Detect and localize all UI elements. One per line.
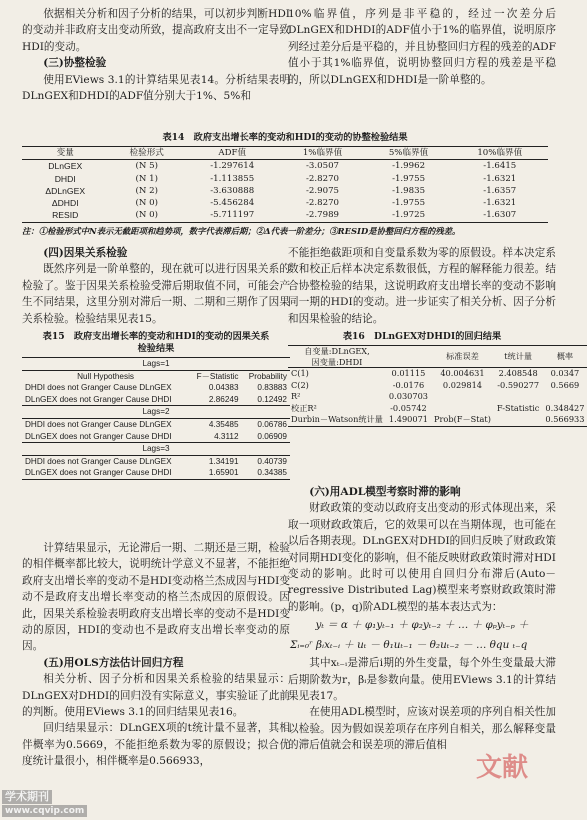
table-cell: 0.12492 bbox=[257, 394, 287, 404]
table-cell: (N 5) bbox=[135, 161, 158, 172]
lag-label: Lags=2 bbox=[22, 406, 290, 419]
granger-table bbox=[22, 357, 290, 480]
table-header-cell: Probability bbox=[248, 371, 287, 381]
table-header-cell: 变量 bbox=[22, 147, 108, 160]
table-header-cell bbox=[386, 346, 431, 368]
cointegration-table bbox=[22, 146, 548, 223]
watermark-logo: 文献 bbox=[476, 753, 529, 783]
table-cell: -1.6307 bbox=[483, 210, 517, 221]
table-cell: -3.630888 bbox=[210, 185, 255, 196]
table-cell: -1.9755 bbox=[392, 173, 426, 184]
table-cell: 40.004631 bbox=[440, 368, 485, 379]
table-cell: RESID bbox=[52, 210, 79, 221]
table-cell: -1.9835 bbox=[392, 185, 426, 196]
table-row bbox=[288, 414, 587, 426]
table-cell: 0.030703 bbox=[388, 391, 428, 402]
lag-row bbox=[22, 443, 290, 456]
table-cell: (N 0) bbox=[135, 210, 158, 221]
lag-row bbox=[22, 358, 290, 371]
table-cell: 0.029814 bbox=[442, 379, 482, 390]
table-cell: ΔDHDI bbox=[51, 198, 79, 209]
right-column-middle bbox=[288, 245, 585, 427]
table-cell: DHDI bbox=[54, 173, 76, 184]
table-caption: 表16 DLnGEX对DHDI的回归结果 bbox=[342, 331, 502, 343]
table-cell: C(2) bbox=[291, 379, 309, 390]
table-cell: -1.6357 bbox=[483, 185, 517, 196]
table-cell: DHDI does not Granger Cause DLnGEX bbox=[25, 383, 172, 393]
table-cell bbox=[431, 391, 494, 403]
table-row bbox=[22, 419, 290, 431]
table-cell: 0.83883 bbox=[257, 383, 287, 393]
table-cell: DLnGEX does not Granger Cause DHDI bbox=[25, 394, 172, 404]
table-row bbox=[22, 431, 290, 443]
table-caption: 表14 政府支出增长率的变动和HDI的变动的协整检验结果 bbox=[162, 132, 408, 143]
table-header-cell: 自变量:DLnGEX, 因变量:DHDI bbox=[288, 346, 386, 368]
paragraph: 回归结果显示：DLnGEX项的t统计量不显著，其相伴概率为0.5669，不能拒绝系数为零的原假设；拟合优度统计量很小，相伴概率是0.566933， bbox=[22, 722, 290, 768]
table-header-cell: 标准误差 bbox=[431, 346, 494, 368]
paragraph: 计算结果显示，无论滞后一期、二期还是三期，检验的相伴概率都比较大，说明统计学意义不显著，不能拒绝政府支出增长率的变动不是HDI变动格兰杰成因与HDI变动不是政府支出增长率变动的格兰杰成因的原假设。因此，因果关系检验表明政府支出增长率的变动不是HDI变动的原因，HDI的变动也不是政府支出增长率变动的原因。 bbox=[22, 542, 290, 653]
paragraph: 10%临界值，序列是非平稳的，经过一次差分后DLnGEX和DHDI的ADF值小于1%的临界值，说明原序列经过差分后是平稳的，并且协整回归方程的残差的ADF值小于其1%临界值，说明协整回归方程的残差是平稳的，所以DLnGEX和DHDI是一阶单整的。 bbox=[288, 8, 556, 86]
table-cell: 校正R² bbox=[291, 402, 317, 413]
table-cell bbox=[494, 391, 542, 403]
table-cell: 0.566933 bbox=[545, 414, 585, 425]
table-cell bbox=[542, 391, 587, 403]
table-cell: -5.456284 bbox=[210, 198, 255, 209]
table-cell: 1.65901 bbox=[208, 468, 239, 478]
table-cell: -2.9075 bbox=[306, 185, 340, 196]
table-cell: DHDI does not Granger Cause DLnGEX bbox=[25, 420, 172, 429]
table-cell: DLnGEX does not Granger Cause DHDI bbox=[25, 468, 172, 478]
paragraph: 使用EViews 3.1的计算结果见表14。分析结果表明DLnGEX和DHDI的ADF值分别大于1%、5%和 bbox=[22, 73, 290, 103]
formula-line-2: Σᵢ₌₀ʳ βᵢxₜ₋ᵢ ＋ uₜ － θ₁uₜ₋₁ － θ₂uₜ₋₂ － … θqu ₜ₋q bbox=[290, 639, 528, 652]
table-header-cell: 检验形式 bbox=[108, 147, 185, 160]
paragraph: 其中xₜ₋ᵢ是滞后i期的外生变量，每个外生变量最大滞后期阶数为r，βᵢ是参数向量。使用EViews 3.1的计算结果见表17。 bbox=[288, 657, 556, 703]
table-cell: 1.34191 bbox=[208, 456, 239, 466]
table-cell: -1.297614 bbox=[210, 161, 255, 172]
paragraph: 财政政策的变动以政府支出变动的形式体现出来，采取一项财政政策后，它的效果可以在当期体现，也可能在以后各期表现。DLnGEX对DHDI的回归反映了财政政策对同期HDI变化的影响，但不能反映财政政策时滞对HDI变动的影响。此时可以使用自回归分布滞后(Auto－regressive Distributed Lag)模型来考察财政政策时滞的影响。(p，q)阶ADL模型的基本表达式为： bbox=[288, 502, 556, 613]
table-cell: -2.8270 bbox=[306, 173, 340, 184]
table-row bbox=[288, 391, 587, 403]
table-row bbox=[288, 368, 587, 380]
table-cell: 0.34385 bbox=[257, 468, 287, 478]
table-cell: C(1) bbox=[291, 368, 309, 379]
table-header-cell: 5%临界值 bbox=[366, 147, 452, 160]
watermark-line-1: 学术期刊 bbox=[2, 790, 52, 804]
table-cell: 4.3112 bbox=[214, 431, 239, 441]
table-cell: 4.35485 bbox=[208, 420, 239, 429]
table-row bbox=[22, 197, 548, 209]
table-cell: -1.6415 bbox=[483, 161, 517, 172]
table-cell: 0.04383 bbox=[208, 383, 239, 393]
right-column-top bbox=[288, 6, 556, 88]
table-cell: 0.0347 bbox=[550, 368, 580, 379]
table-cell: Durbin－Watson统计量 bbox=[291, 414, 383, 425]
table-cell: (N 1) bbox=[135, 173, 158, 184]
table-cell: 0.5669 bbox=[550, 379, 580, 390]
table-row bbox=[22, 185, 548, 197]
lag-label: Lags=3 bbox=[22, 443, 290, 456]
table-cell: -0.0176 bbox=[392, 379, 425, 390]
table-caption: 表15 政府支出增长率的变动和HDI的变动的因果关系检验结果 bbox=[42, 331, 270, 355]
table-cell: 2.408548 bbox=[498, 368, 538, 379]
table-cell: R² bbox=[291, 391, 301, 402]
section-heading-4: (四)因果关系检验 bbox=[43, 247, 128, 259]
table-row bbox=[22, 209, 548, 222]
section-heading-3: (三)协整检验 bbox=[43, 57, 107, 70]
table-row bbox=[288, 380, 587, 392]
table-cell: -3.0507 bbox=[306, 161, 340, 172]
table-row bbox=[288, 403, 587, 415]
table-cell: F-Statistic bbox=[496, 402, 540, 413]
table-cell: Prob(F－Stat) bbox=[434, 414, 491, 425]
table-15 bbox=[22, 331, 290, 480]
table-16 bbox=[288, 331, 585, 427]
lag-row bbox=[22, 406, 290, 419]
table-cell: DLnGEX bbox=[48, 161, 83, 172]
table-note: 注：①检验形式中N表示无截距项和趋势项，数字代表滞后期；②Δ代表一阶差分；③RESID是协整回归方程的残差。 bbox=[22, 225, 461, 236]
paragraph: 依据相关分析和因子分析的结果，可以初步判断HDI的变动并非政府支出变动所致，提高政府支出不一定导致HDI的变动。 bbox=[22, 8, 290, 53]
table-cell: 1.490071 bbox=[388, 414, 428, 425]
watermark-line-2: www.cqvip.com bbox=[2, 805, 87, 817]
table-row bbox=[22, 455, 290, 467]
left-column-top bbox=[22, 6, 290, 104]
table-cell: 0.40739 bbox=[257, 456, 287, 466]
table-row bbox=[22, 467, 290, 479]
paragraph: 不能拒绝截距项和自变量系数为零的原假设。样本决定系数和校正后样本决定系数很低，方程的解释能力很差。结合协整检验的结果，这说明政府支出增长率的变动不影响同一期的HDI的变动。进一步证实了相关分析、因子分析和因果检验的结论。 bbox=[288, 247, 556, 325]
table-cell: 2.86249 bbox=[208, 394, 239, 404]
paragraph: 在使用ADL模型时，应该对误差项的序列自相关性加以检验。因为假如误差项存在序列自相关，那么解释变量的滞后值就会和误差项的滞后值相 bbox=[288, 706, 556, 752]
right-column-bottom bbox=[288, 484, 556, 754]
table-header-row bbox=[22, 370, 290, 382]
table-cell: -0.590277 bbox=[497, 379, 540, 390]
table-cell: 0.01115 bbox=[391, 368, 426, 379]
section-heading-5: (五)用OLS方法估计回归方程 bbox=[43, 656, 184, 669]
table-cell: -2.7989 bbox=[306, 210, 340, 221]
table-cell: DLnGEX does not Granger Cause DHDI bbox=[25, 431, 172, 441]
table-cell: 0.348427 bbox=[545, 402, 585, 413]
table-cell: -1.113855 bbox=[210, 173, 255, 184]
table-header-cell: Null Hypothesis bbox=[77, 371, 134, 381]
left-column-bottom bbox=[22, 540, 290, 770]
lag-label: Lags=1 bbox=[22, 358, 290, 371]
table-cell: -5.711197 bbox=[210, 210, 255, 221]
table-row bbox=[22, 160, 548, 173]
formula-line-1: yₜ ＝ α ＋ φ₁yₜ₋₁ ＋ φ₂yₜ₋₂ ＋ … ＋ φₚyₜ₋ₚ ＋ bbox=[315, 619, 529, 632]
table-header-cell: F－Statistic bbox=[196, 371, 239, 381]
table-cell: ΔDLnGEX bbox=[45, 185, 86, 196]
table-cell: -0.05742 bbox=[390, 402, 427, 413]
table-cell: -2.8270 bbox=[306, 198, 340, 209]
table-row bbox=[22, 394, 290, 406]
table-header-cell: ADF值 bbox=[185, 147, 280, 160]
regression-table bbox=[288, 345, 587, 427]
table-cell: -1.6321 bbox=[483, 198, 517, 209]
section-heading-6: (六)用ADL模型考察时滞的影响 bbox=[309, 486, 461, 498]
table-cell: -1.6321 bbox=[483, 173, 517, 184]
left-column-middle bbox=[22, 245, 290, 480]
table-header-cell: 10%临界值 bbox=[452, 147, 548, 160]
table-header-cell: t统计量 bbox=[494, 346, 542, 368]
table-cell: -1.9755 bbox=[392, 198, 426, 209]
table-header-cell: 1%临界值 bbox=[280, 147, 366, 160]
paragraph: 既然序列是一阶单整的，现在就可以进行因果关系的检验了。鉴于因果关系检验受滞后期取值不同，可能会产生不同结果，这里分别对滞后一期、二期和三期作了因果关系检验。检验结果见表15。 bbox=[22, 263, 290, 325]
table-cell: 0.06909 bbox=[257, 431, 287, 441]
table-cell: -1.9725 bbox=[392, 210, 426, 221]
table-row bbox=[22, 382, 290, 394]
paragraph: 相关分析、因子分析和因果关系检验的结果显示：DLnGEX对DHDI的回归没有实际意义，事实验证了此前的判断。使用EViews 3.1的回归结果见表16。 bbox=[22, 673, 290, 719]
table-cell: DHDI does not Granger Cause DLnGEX bbox=[25, 456, 172, 466]
table-cell bbox=[494, 414, 542, 426]
table-14 bbox=[22, 129, 548, 237]
table-cell: -1.9962 bbox=[392, 161, 426, 172]
table-cell: (N 2) bbox=[135, 185, 158, 196]
table-header-cell: 概率 bbox=[542, 346, 587, 368]
table-cell: 0.06786 bbox=[257, 420, 287, 429]
table-cell bbox=[431, 403, 494, 415]
table-cell: (N 0) bbox=[135, 198, 158, 209]
table-row bbox=[22, 173, 548, 185]
